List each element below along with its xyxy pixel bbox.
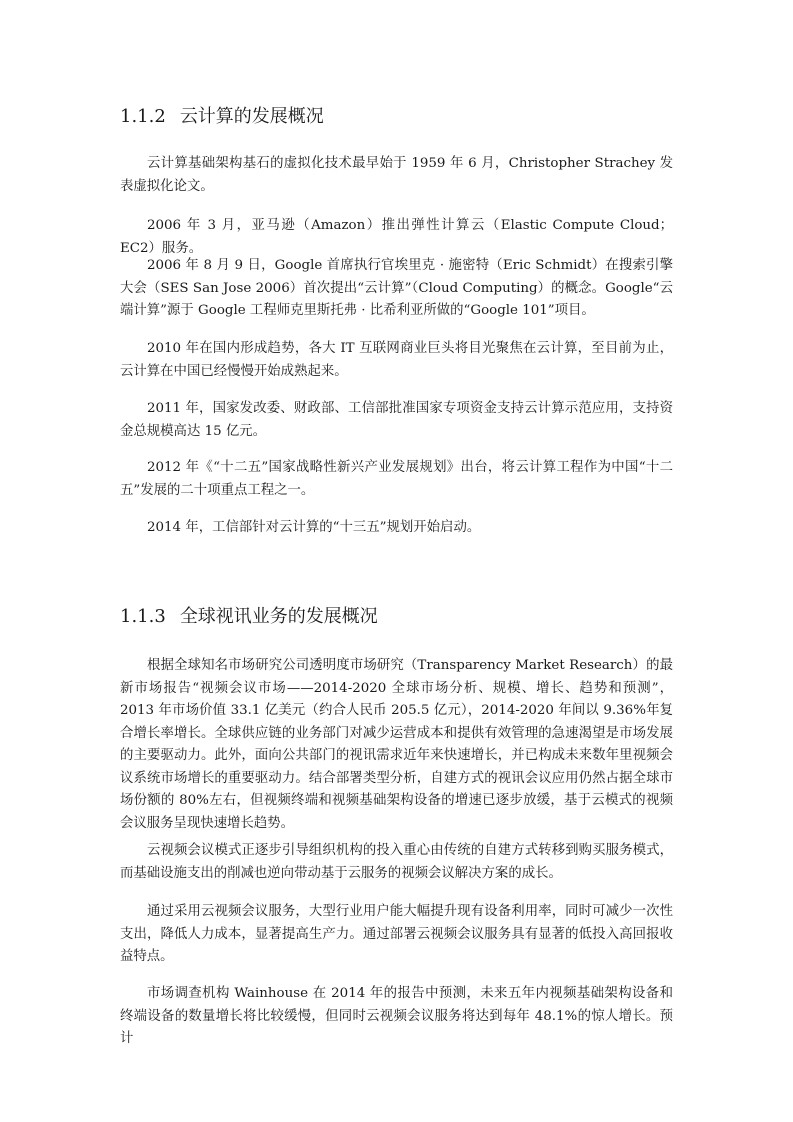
section-title: 全球视讯业务的发展概况 bbox=[179, 606, 378, 627]
paragraph: 2011 年，国家发改委、财政部、工信部批准国家专项资金支持云计算示范应用，支持资金总规模高达 15 亿元。 bbox=[120, 401, 673, 439]
section-heading-1-1-2 bbox=[120, 106, 324, 128]
section-heading-1-1-3 bbox=[120, 606, 378, 628]
paragraph: 云视频会议模式正逐步引导组织机构的投入重心由传统的自建方式转移到购买服务模式，而基础设施支出的削减也逆向带动基于云服务的视频会议解决方案的成长。 bbox=[120, 843, 673, 881]
paragraph: 通过采用云视频会议服务，大型行业用户能大幅提升现有设备利用率，同时可减少一次性支出，降低人力成本，显著提高生产力。通过部署云视频会议服务具有显著的低投入高回报收益特点。 bbox=[120, 904, 673, 964]
paragraph: 市场调查机构 Wainhouse 在 2014 年的报告中预测，未来五年内视频基础架构设备和终端设备的数量增长将比较缓慢，但同时云视频会议服务将达到每年 48.1%的惊人增长。预计 bbox=[120, 986, 673, 1046]
section-title: 云计算的发展概况 bbox=[179, 106, 324, 127]
paragraph: 2012 年《“十二五”国家战略性新兴产业发展规划》出台，将云计算工程作为中国“十二五”发展的二十项重点工程之一。 bbox=[120, 460, 673, 498]
paragraph: 2006 年 3 月，亚马逊（Amazon）推出弹性计算云（Elastic Compute Cloud；EC2）服务。 bbox=[120, 218, 673, 256]
paragraph: 2006 年 8 月 9 日，Google 首席执行官埃里克 · 施密特（Eric Schmidt）在搜索引擎大会（SES San Jose 2006）首次提出“云计算”（Cloud Computing）的概念。Google“云端计算”源于 Google 工程师克里斯托弗 · 比希利亚所做的“Google 101”项目。 bbox=[120, 258, 673, 318]
paragraph: 云计算基础架构基石的虚拟化技术最早始于 1959 年 6 月，Christopher Strachey 发表虚拟化论文。 bbox=[120, 156, 673, 194]
section-number: 1.1.3 bbox=[120, 606, 166, 627]
paragraph: 根据全球知名市场研究公司透明度市场研究（Transparency Market Research）的最新市场报告“视频会议市场——2014-2020 全球市场分析、规模、增长、趋势和预测”，2013 年市场价值 33.1 亿美元（约合人民币 205.5 亿元），2014-2020 年间以 9.36%年复合增长率增长。全球供应链的业务部门对减少运营成本和提供有效管理的急速渴望是市场发展的主要驱动力。此外，面向公共部门的视讯需求近年来快速增长，并已构成未来数年里视频会议系统市场增长的重要驱动力。结合部署类型分析，自建方式的视讯会议应用仍然占据全球市场份额的 80%左右，但视频终端和视频基础架构设备的增速已逐步放缓，基于云模式的视频会议服务呈现快速增长趋势。 bbox=[120, 658, 673, 831]
paragraph: 2014 年，工信部针对云计算的“十三五”规划开始启动。 bbox=[147, 520, 481, 535]
section-number: 1.1.2 bbox=[120, 106, 166, 127]
paragraph: 2010 年在国内形成趋势，各大 IT 互联网商业巨头将目光聚焦在云计算，至目前为止，云计算在中国已经慢慢开始成熟起来。 bbox=[120, 341, 673, 379]
